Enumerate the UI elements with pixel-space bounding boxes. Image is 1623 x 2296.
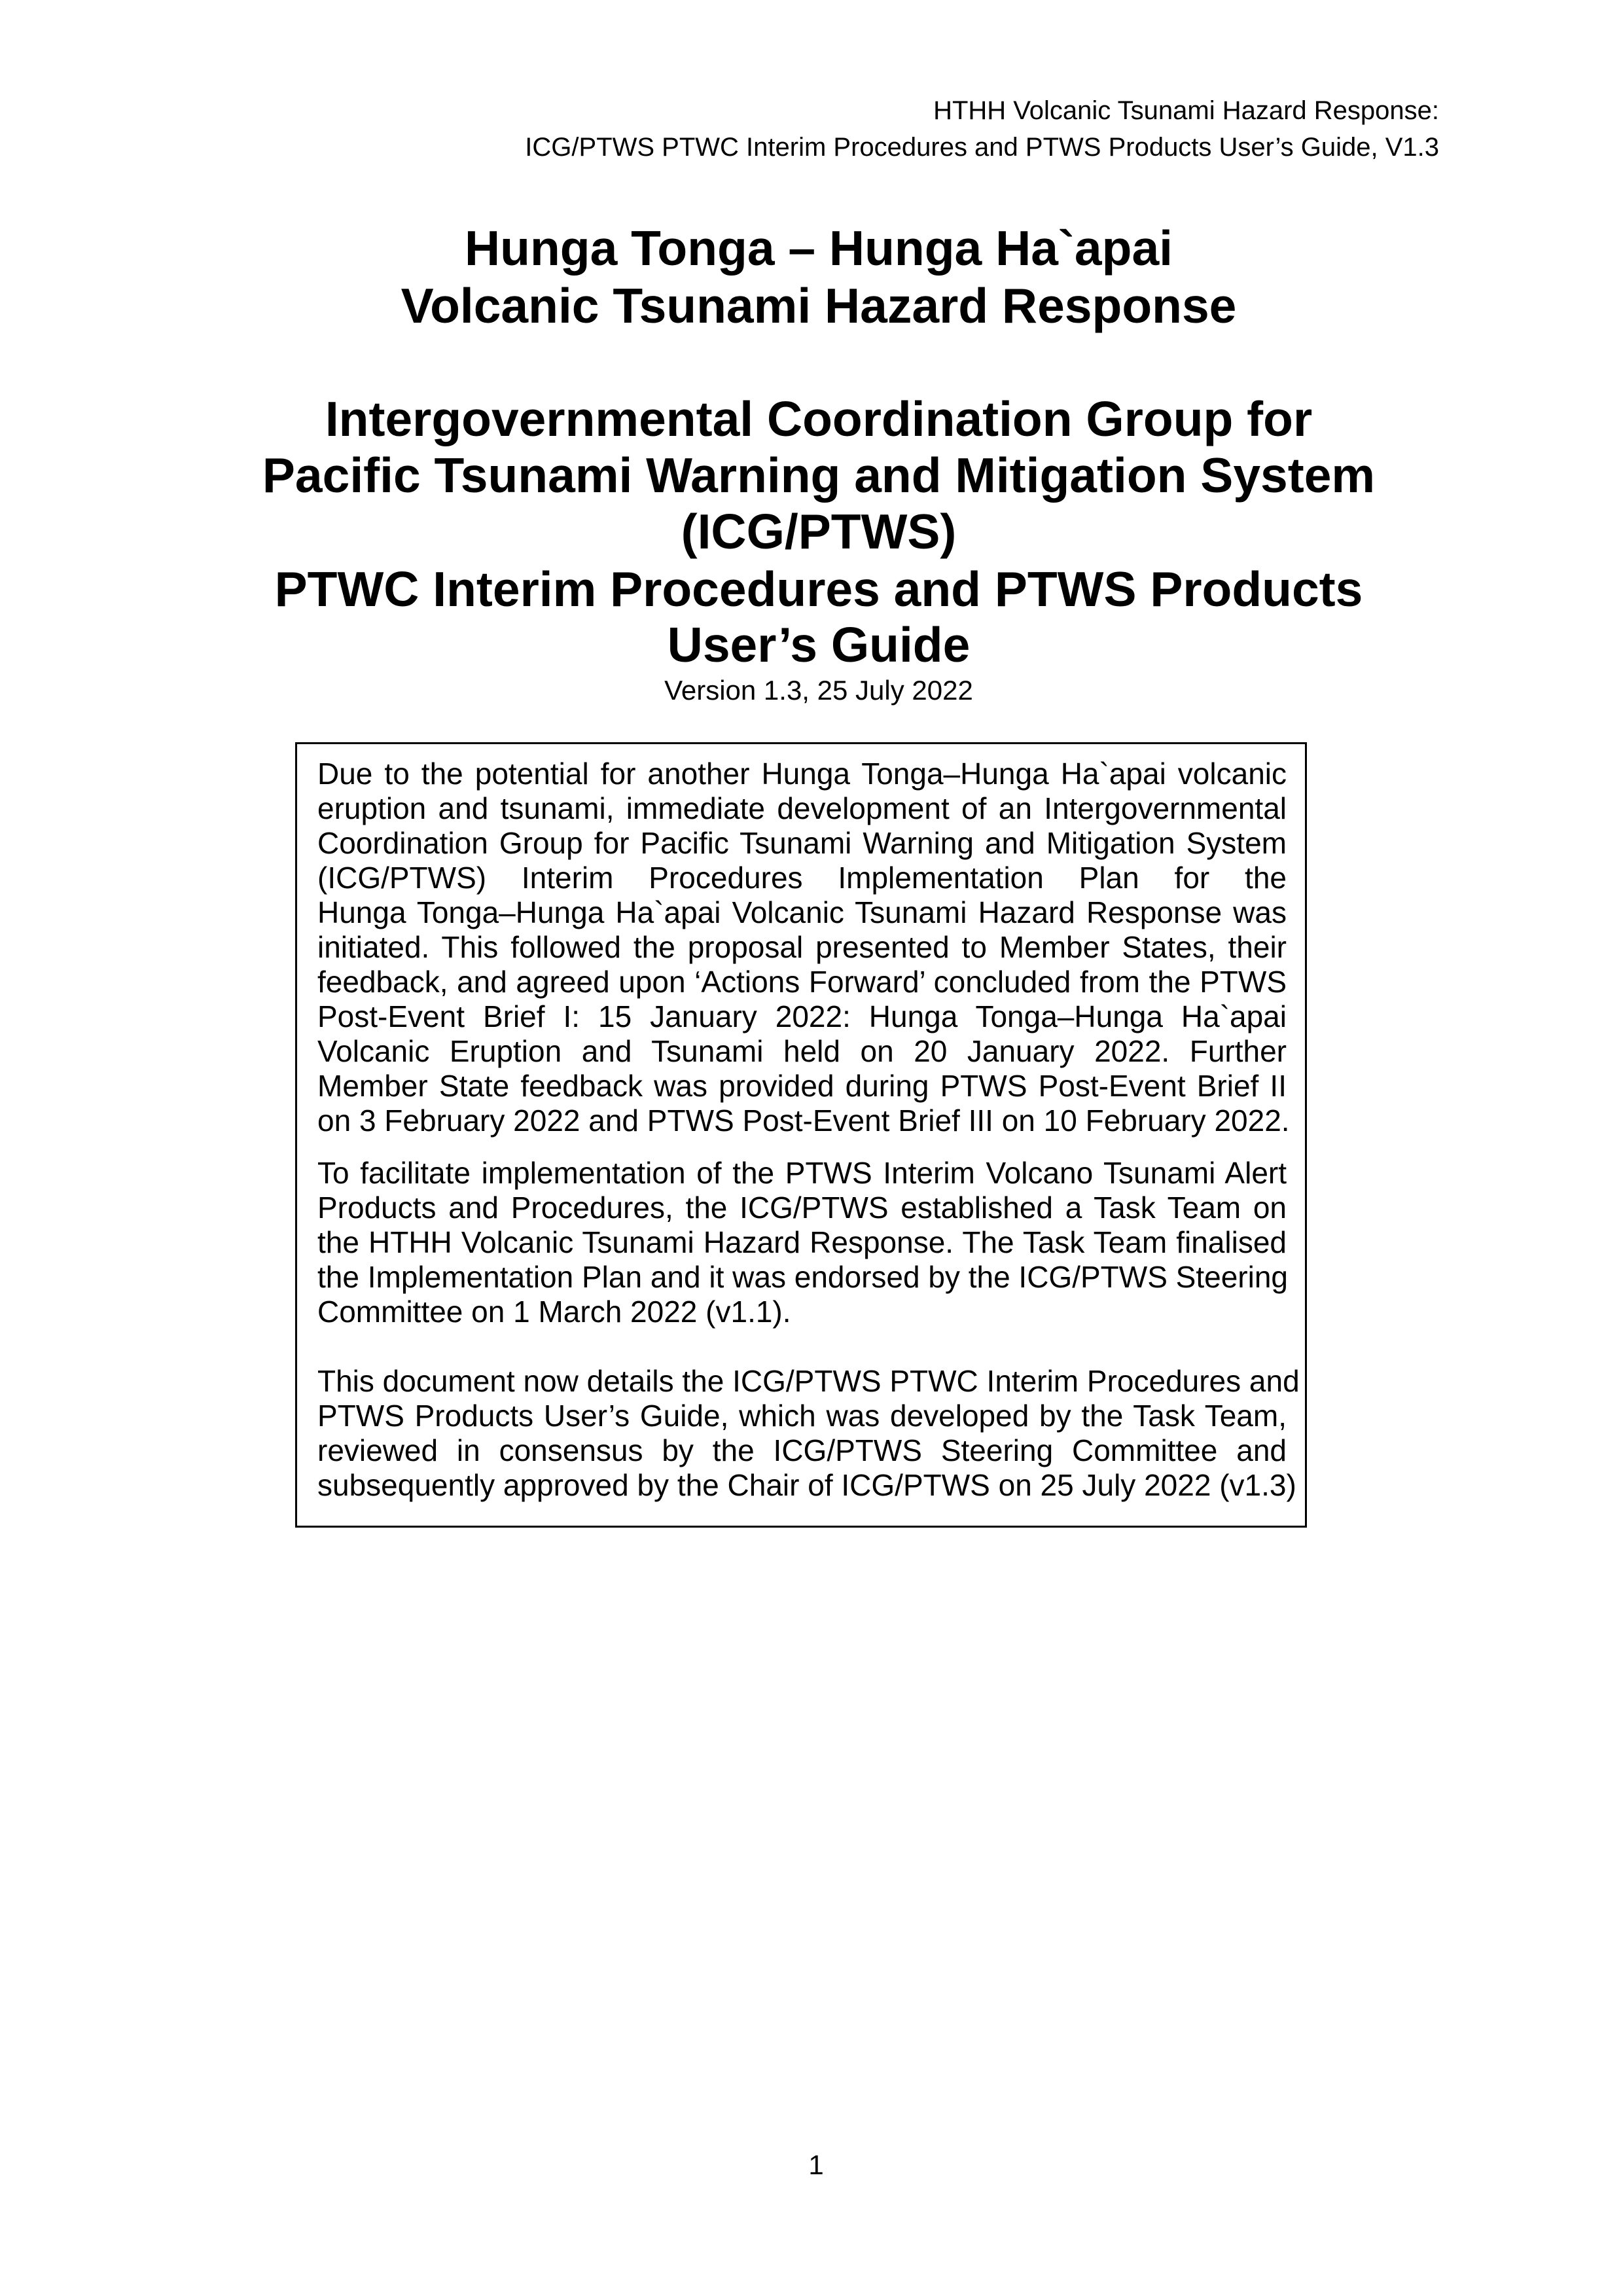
summary-paragraph-3 — [317, 1364, 1300, 1503]
paragraph-line: Due to the potential for another Hunga Tonga–Hunga Ha`apai volcanic — [317, 757, 1287, 791]
summary-paragraph-1 — [317, 757, 1290, 1138]
paragraph-line: feedback, and agreed upon ‘Actions Forward’ concluded from the PTWS — [317, 965, 1287, 999]
subtitle-line-5: User’s Guide — [667, 617, 971, 672]
subtitle-line-1: Intergovernmental Coordination Group for — [325, 391, 1313, 446]
subtitle-line-2: Pacific Tsunami Warning and Mitigation System — [262, 448, 1376, 503]
paragraph-line: the Implementation Plan and it was endorsed by the ICG/PTWS Steering — [317, 1260, 1288, 1294]
running-header-line-1: HTHH Volcanic Tsunami Hazard Response: — [933, 96, 1439, 125]
title-line-1: Hunga Tonga – Hunga Ha`apai — [464, 221, 1173, 276]
paragraph-line: initiated. This followed the proposal presented to Member States, their — [317, 930, 1287, 964]
paragraph-line: Member State feedback was provided during PTWS Post-Event Brief II — [317, 1069, 1287, 1103]
title-line-2: Volcanic Tsunami Hazard Response — [401, 278, 1237, 333]
paragraph-line: subsequently approved by the Chair of ICG/PTWS on 25 July 2022 (v1.3) — [317, 1468, 1296, 1502]
paragraph-line: Committee on 1 March 2022 (v1.1). — [317, 1295, 791, 1329]
paragraph-line: (ICG/PTWS) Interim Procedures Implementation Plan for the — [317, 861, 1287, 895]
running-header — [525, 92, 1439, 166]
summary-paragraph-2 — [317, 1156, 1287, 1329]
paragraph-line: Post-Event Brief I: 15 January 2022: Hunga Tonga–Hunga Ha`apai — [317, 999, 1287, 1033]
paragraph-line: To facilitate implementation of the PTWS Interim Volcano Tsunami Alert — [317, 1156, 1287, 1190]
paragraph-line: on 3 February 2022 and PTWS Post-Event Brief III on 10 February 2022. — [317, 1103, 1290, 1138]
running-header-line-2: ICG/PTWS PTWC Interim Procedures and PTWS Products User’s Guide, V1.3 — [525, 133, 1439, 162]
paragraph-line: Volcanic Eruption and Tsunami held on 20 January 2022. Further — [317, 1034, 1287, 1068]
paragraph-line: eruption and tsunami, immediate development of an Intergovernmental — [317, 791, 1287, 825]
subtitle-line-4: PTWC Interim Procedures and PTWS Products — [274, 562, 1363, 617]
paragraph-line: Hunga Tonga–Hunga Ha`apai Volcanic Tsunami Hazard Response was — [317, 895, 1287, 929]
paragraph-line: PTWS Products User’s Guide, which was developed by the Task Team, — [317, 1399, 1287, 1433]
paragraph-line: reviewed in consensus by the ICG/PTWS Steering Committee and — [317, 1433, 1287, 1467]
subtitle-line-3: (ICG/PTWS) — [681, 504, 957, 559]
paragraph-line: Products and Procedures, the ICG/PTWS established a Task Team on — [317, 1191, 1287, 1225]
page-number: 1 — [808, 2149, 824, 2180]
paragraph-line: Coordination Group for Pacific Tsunami Warning and Mitigation System — [317, 826, 1287, 860]
paragraph-line: This document now details the ICG/PTWS PTWC Interim Procedures and — [317, 1364, 1300, 1398]
paragraph-line: the HTHH Volcanic Tsunami Hazard Response. The Task Team finalised — [317, 1225, 1287, 1259]
version-line: Version 1.3, 25 July 2022 — [664, 675, 973, 706]
